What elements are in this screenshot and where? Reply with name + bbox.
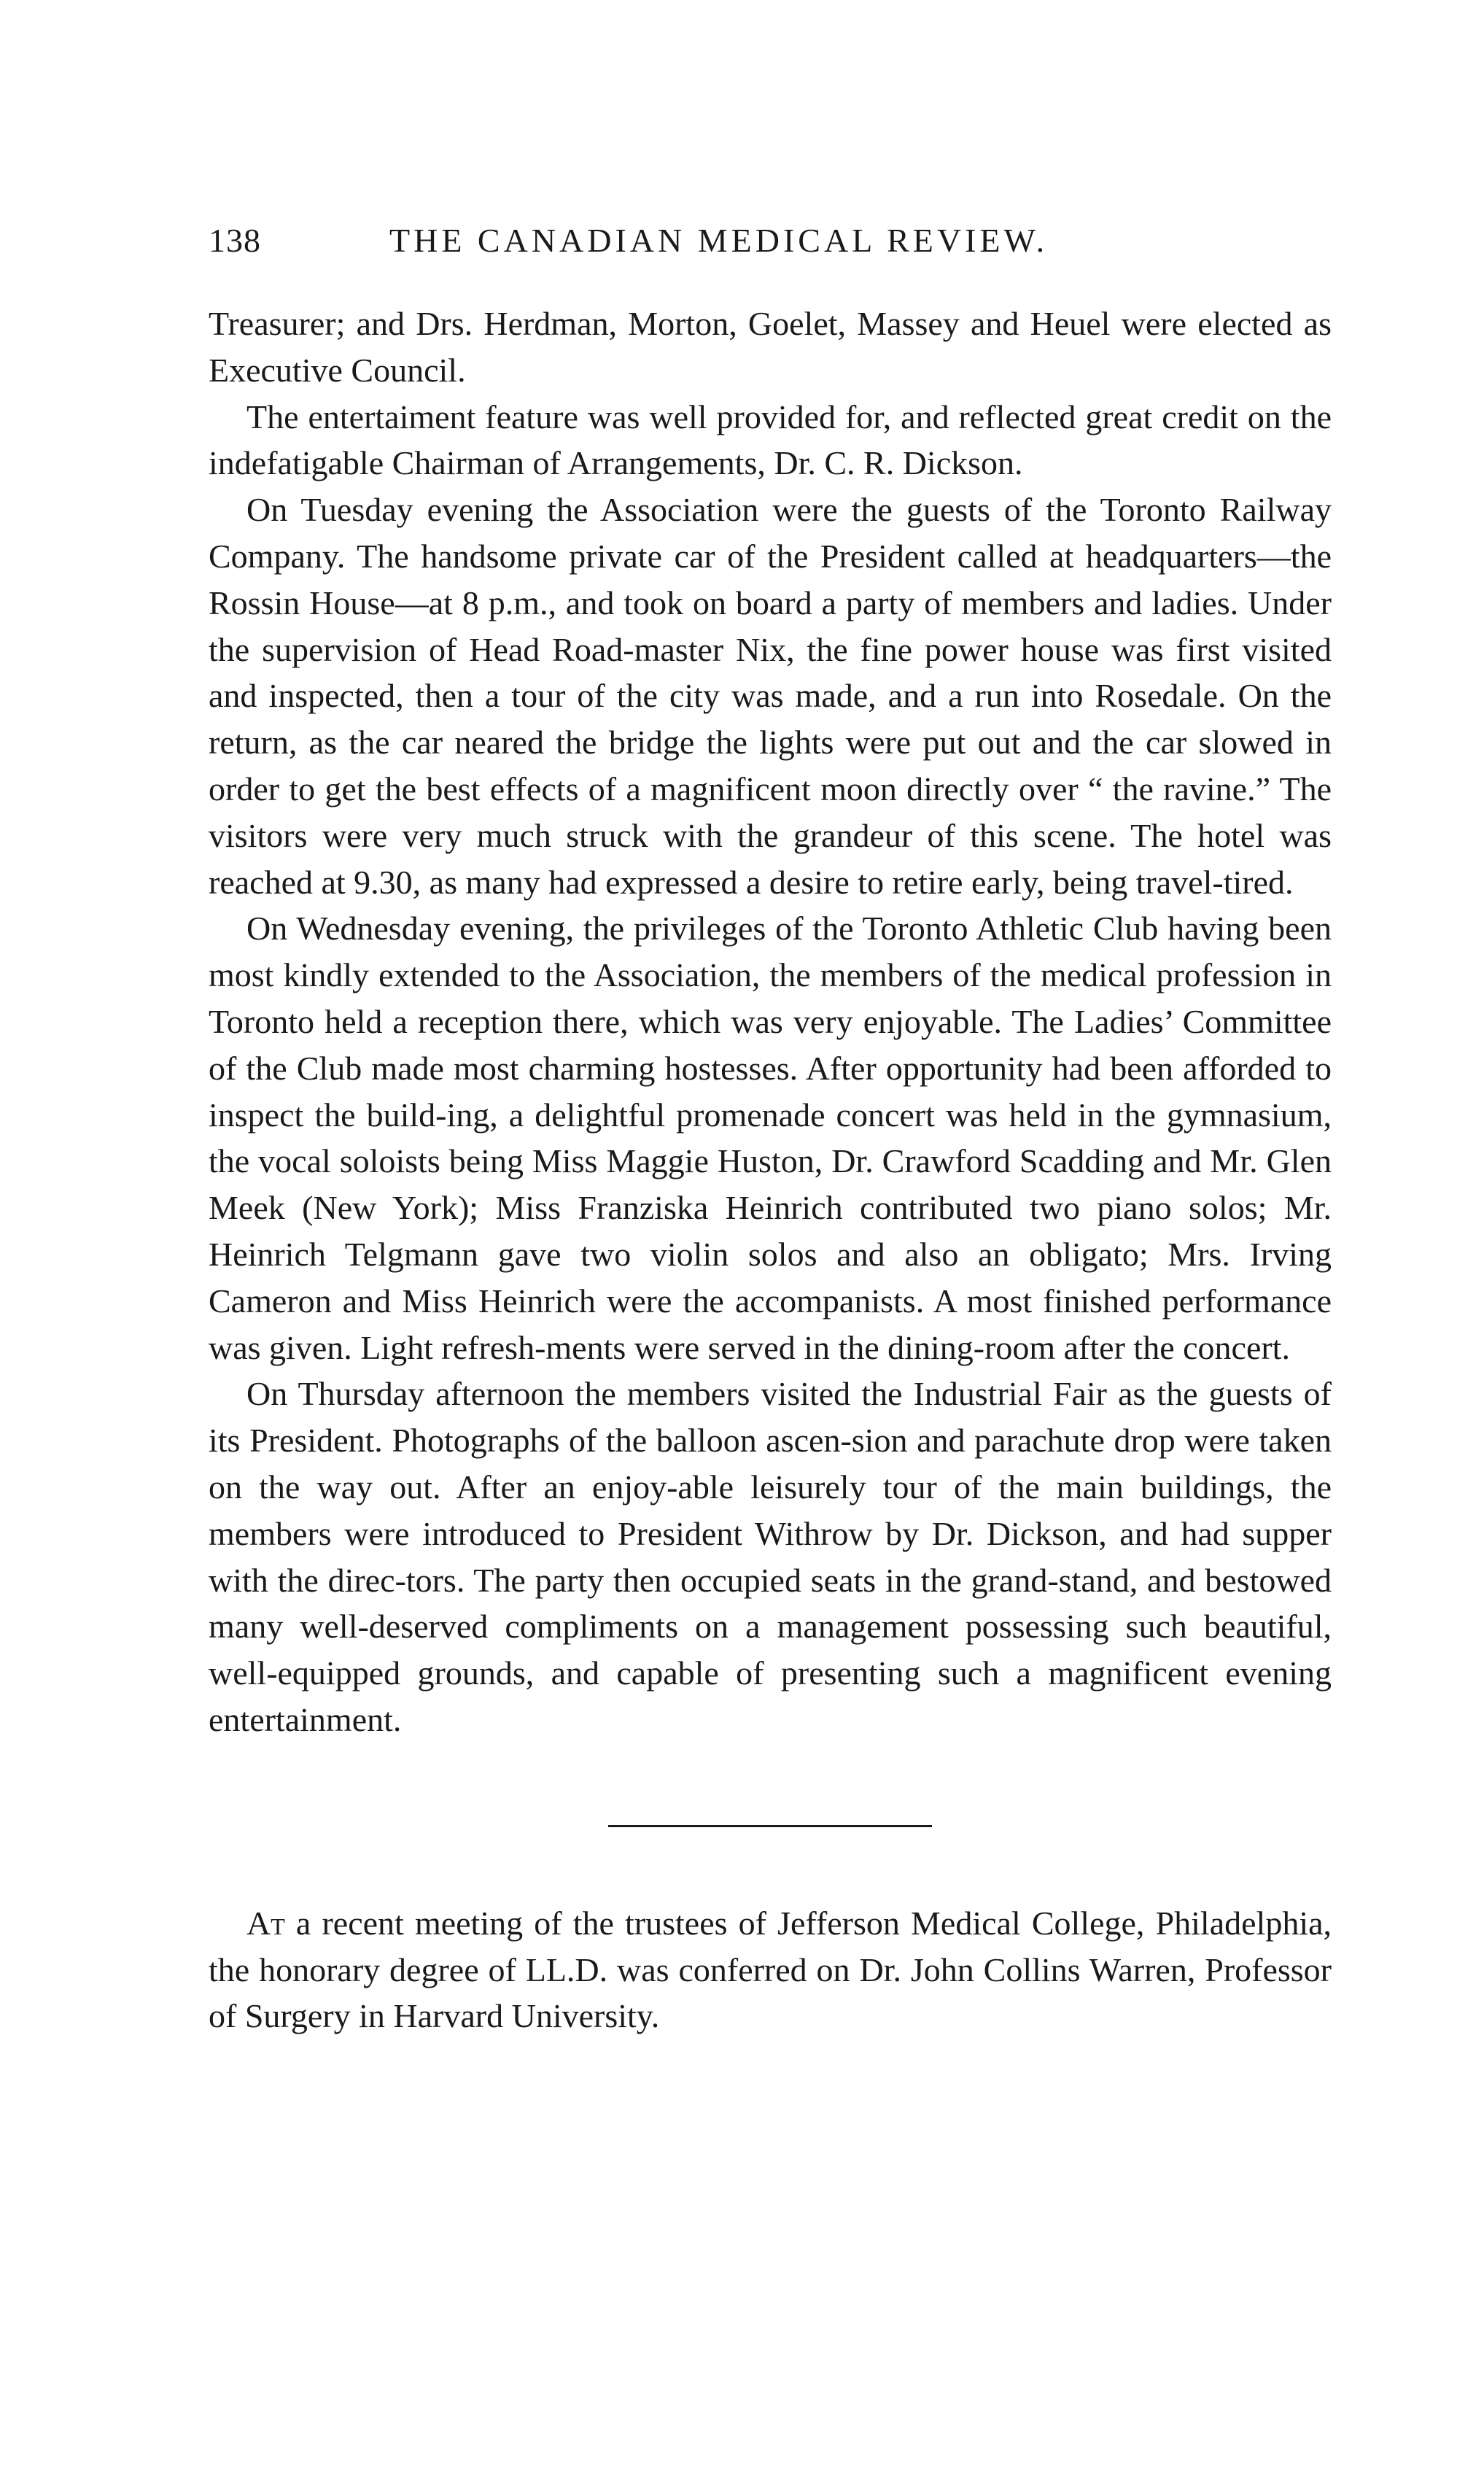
article-paragraph-3: On Tuesday evening the Association were the guests of the Toronto Railway Company. The handsome private car of the President called at headquarters—the Rossin House—at 8 p.m., and took on board a party of members and ladies. Under the supervision of Head Road-master Nix, the fine power house was first visited and inspected, then a tour of the city was made, and a run into Rosedale. On the return, as the car neared the bridge the lights were put out and the car slowed in order to get the best effects of a magnificent moon directly over “ the ravine.” The visitors were very much struck with the grandeur of this scene. The hotel was reached at 9.30, as many had expressed a desire to retire early, being travel-tired.: [209, 491, 1332, 901]
article-paragraph-5: On Thursday afternoon the members visited the Industrial Fair as the guests of its President. Photographs of the balloon ascen-sion and parachute drop were taken on the way out. After an enjoy-able leisurely tour of the main buildings, the members were introduced to President Withrow by Dr. Dickson, and had supper with the direc-tors. The party then occupied seats in the grand-stand, and bestowed many well-deserved compliments on a management possessing such beautiful, well-equipped grounds, and capable of presenting such a magnificent evening entertainment.: [209, 1375, 1332, 1738]
article-paragraph-2: The entertaiment feature was well provided for, and reflected great credit on the indefatigable Chairman of Arrangements, Dr. C. R. Dickson.: [209, 398, 1332, 482]
article-body: [209, 301, 1332, 1743]
document-page: [209, 219, 1332, 2039]
page-number: 138: [209, 222, 261, 259]
journal-title: THE CANADIAN MEDICAL REVIEW.: [389, 222, 1049, 259]
news-item-paragraph: [209, 1900, 1332, 2039]
article-paragraph-4: On Wednesday evening, the privileges of the Toronto Athletic Club having been most kindly extended to the Association, the members of the medical profession in Toronto held a reception there, which was very enjoyable. The Ladies’ Committee of the Club made most charming hostesses. After opportunity had been afforded to inspect the build-ing, a delightful promenade concert was held in the gymnasium, the vocal soloists being Miss Maggie Huston, Dr. Crawford Scadding and Mr. Glen Meek (New York); Miss Franziska Heinrich contributed two piano solos; Mr. Heinrich Telgmann gave two violin solos and also an obligato; Mrs. Irving Cameron and Miss Heinrich were the accompanists. A most finished performance was given. Light refresh-ments were served in the dining-room after the concert.: [209, 910, 1332, 1366]
section-divider: [608, 1825, 932, 1827]
news-item: [209, 1900, 1332, 2039]
running-head: [209, 219, 1332, 263]
news-item-lead: At: [246, 1904, 285, 1942]
news-item-text: a recent meeting of the trustees of Jefferson Medical College, Philadelphia, the honorary degree of LL.D. was conferred on Dr. John Collins Warren, Professor of Surgery in Harvard University.: [209, 1904, 1332, 2035]
article-paragraph-1: Treasurer; and Drs. Herdman, Morton, Goelet, Massey and Heuel were elected as Executive Council.: [209, 305, 1332, 389]
